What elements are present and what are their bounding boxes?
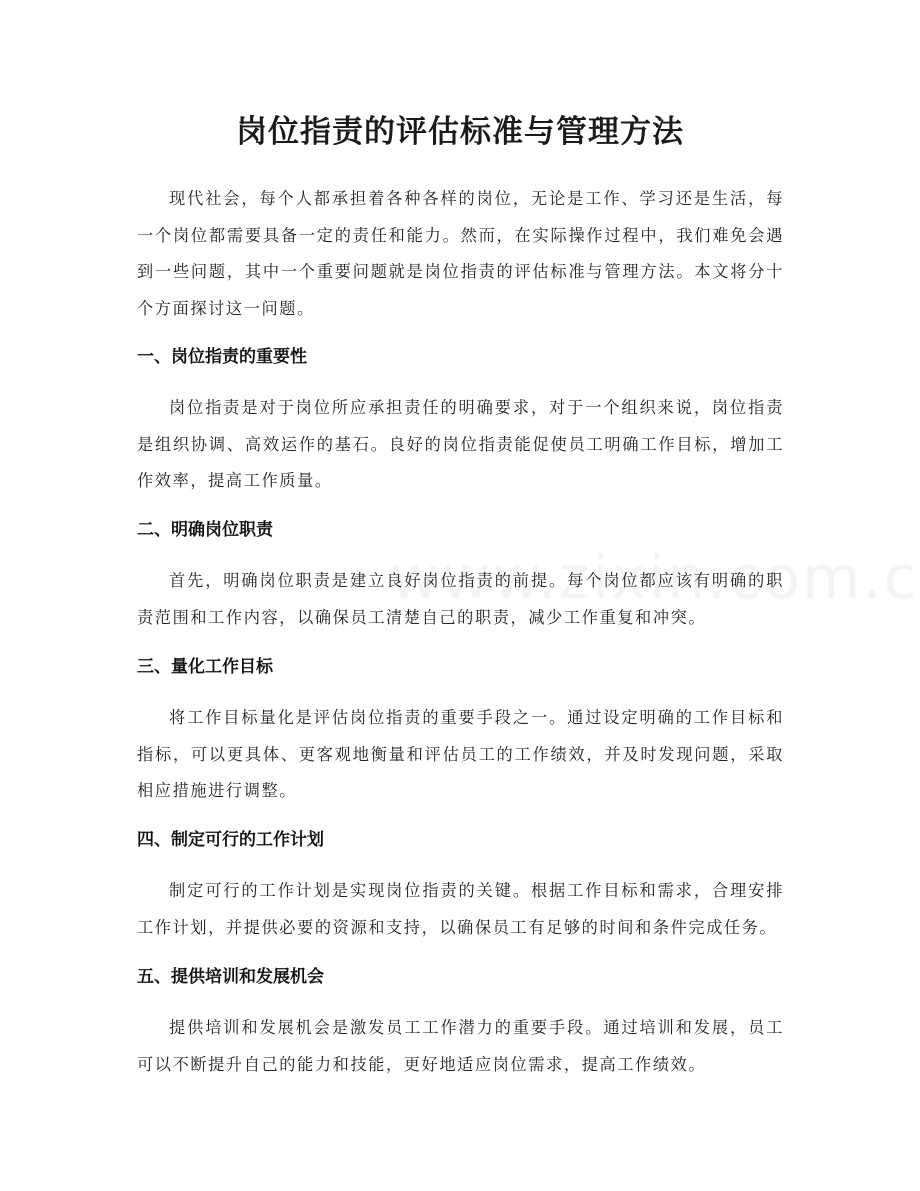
- section-heading-3: 三、量化工作目标: [137, 657, 273, 677]
- section-heading-1: 一、岗位指责的重要性: [137, 347, 307, 367]
- section-body-1: 岗位指责是对于岗位所应承担责任的明确要求，对于一个组织来说，岗位指责是组织协调、高效运作的基石。良好的岗位指责能促使员工明确工作目标，增加工作效率，提高工作质量。: [137, 398, 784, 491]
- section-heading-4: 四、制定可行的工作计划: [137, 830, 324, 850]
- section-body-2: 首先，明确岗位职责是建立良好岗位指责的前提。每个岗位都应该有明确的职责范围和工作内容，以确保员工清楚自己的职责，减少工作重复和冲突。: [137, 571, 784, 627]
- section-heading-5: 五、提供培训和发展机会: [137, 967, 324, 987]
- intro-paragraph: 现代社会，每个人都承担着各种各样的岗位，无论是工作、学习还是生活，每一个岗位都需要具备一定的责任和能力。然而，在实际操作过程中，我们难免会遇到一些问题，其中一个重要问题就是岗位指责的评估标准与管理方法。本文将分十个方面探讨这一问题。: [137, 189, 784, 318]
- section-body-5: 提供培训和发展机会是激发员工工作潜力的重要手段。通过培训和发展，员工可以不断提升自己的能力和技能，更好地适应岗位需求，提高工作绩效。: [137, 1018, 784, 1074]
- section-heading-2: 二、明确岗位职责: [137, 520, 273, 540]
- section-body-3: 将工作目标量化是评估岗位指责的重要手段之一。通过设定明确的工作目标和指标，可以更具体、更客观地衡量和评估员工的工作绩效，并及时发现问题，采取相应措施进行调整。: [137, 708, 784, 801]
- section-body-4: 制定可行的工作计划是实现岗位指责的关键。根据工作目标和需求，合理安排工作计划，并提供必要的资源和支持，以确保员工有足够的时间和条件完成任务。: [137, 881, 784, 937]
- document-title: 岗位指责的评估标准与管理方法: [236, 114, 684, 150]
